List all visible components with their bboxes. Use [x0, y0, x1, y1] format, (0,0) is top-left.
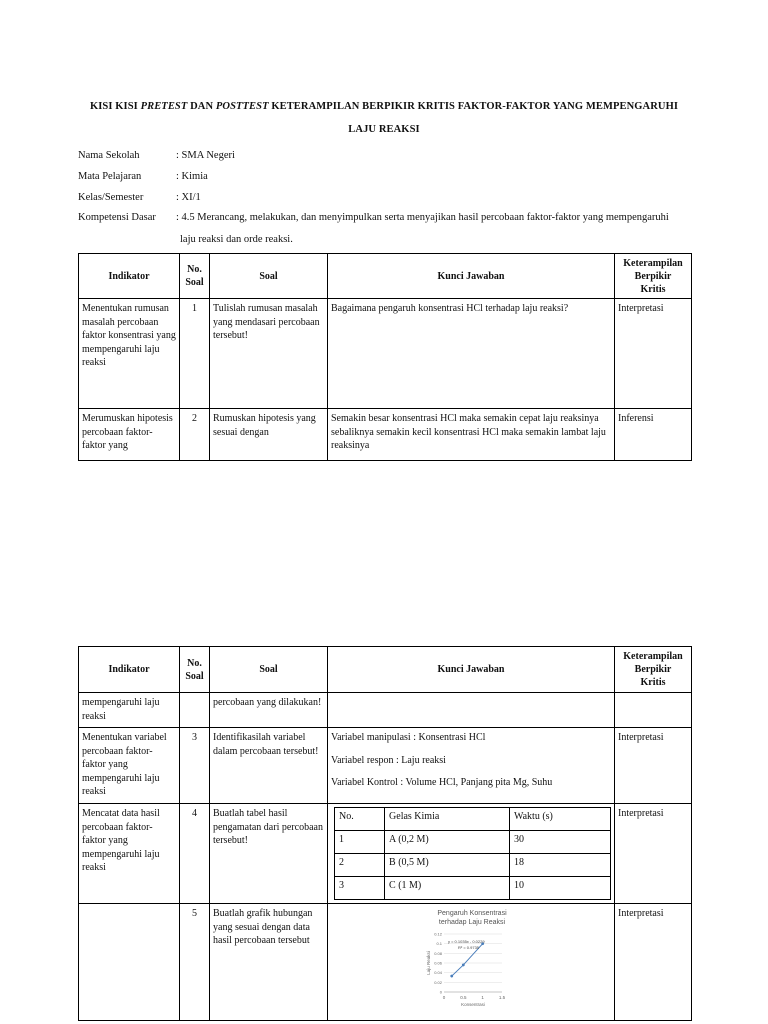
cell-keterampilan: Inferensi	[615, 409, 692, 461]
kd-value-cont: laju reaksi dan orde reaksi.	[180, 234, 293, 245]
cell-no: 5	[180, 904, 210, 1021]
observation-head	[335, 808, 611, 831]
variabel-kontrol: Variabel Kontrol : Volume HCl, Panjang pita Mg, Suhu	[331, 777, 553, 788]
obs-cell: 18	[509, 854, 610, 877]
table-row	[79, 728, 692, 804]
cell-keterampilan: Interpretasi	[615, 299, 692, 409]
header-soal-sub: Soal	[185, 670, 204, 682]
title-part: KISI KISI	[89, 101, 141, 112]
data-point	[450, 975, 453, 978]
header-ket-3: Kritis	[640, 283, 666, 295]
cell-indikator: Merumuskan hipotesis percobaan faktor-faktor yang	[79, 409, 180, 461]
title-part: KETERAMPILAN BERPIKIR KRITIS FAKTOR-FAKTOR YANG MEMPENGARUHI	[268, 101, 679, 112]
concentration-rate-chart	[410, 904, 530, 1012]
page-title	[40, 101, 728, 112]
table-row	[79, 693, 692, 728]
obs-cell: 30	[509, 831, 610, 854]
obs-cell: A (0,2 M)	[385, 831, 510, 854]
chart-container	[328, 904, 614, 1014]
header-indikator: Indikator	[79, 254, 180, 299]
header-kunci: Kunci Jawaban	[328, 254, 615, 299]
cell-soal: Identifikasilah variabel dalam percobaan tersebut!	[210, 728, 328, 804]
variabel-respon: Variabel respon : Laju reaksi	[331, 754, 446, 766]
x-axis-label: Konsentrasi	[461, 1002, 485, 1007]
page-title-line2: LAJU REAKSI	[348, 124, 420, 135]
kd-label: Kompetensi Dasar	[78, 212, 156, 223]
cell-indikator: mempengaruhi laju reaksi	[79, 693, 180, 728]
variabel-manipulasi: Variabel manipulasi : Konsentrasi HCl	[331, 732, 486, 743]
header-soal: Soal	[210, 254, 328, 299]
header-kunci: Kunci Jawaban	[328, 647, 615, 693]
cell-indikator: Menentukan rumusan masalah percobaan faktor konsentrasi yang mempengaruhi laju reaksi	[79, 299, 180, 409]
header-no: No.	[187, 264, 202, 275]
chart-title-line1: Pengaruh Konsentrasi	[437, 910, 507, 917]
title-part: DAN	[187, 101, 216, 112]
cell-no	[180, 693, 210, 728]
cell-soal: percobaan yang dilakukan!	[210, 693, 328, 728]
cell-no: 2	[180, 409, 210, 461]
cell-kunci: Semakin besar konsentrasi HCl maka semakin cepat laju reaksinya sebaliknya semakin kecil konsentrasi HCl maka semakin lambat laju reaksinya	[328, 409, 615, 461]
cell-kunci	[328, 693, 615, 728]
header-row	[79, 647, 692, 693]
school-label: Nama Sekolah	[78, 150, 140, 161]
x-tick-label: 0.5	[460, 995, 467, 1000]
header-no-soal	[180, 647, 210, 693]
grid-table-2	[78, 646, 692, 1021]
table-row	[79, 904, 692, 1021]
header-soal: Soal	[210, 647, 328, 693]
header-ket-1: Keterampilan	[623, 257, 683, 269]
cell-soal: Tulislah rumusan masalah yang mendasari percobaan tersebut!	[210, 299, 328, 409]
header-ket-2: Berpikir	[634, 270, 672, 282]
cell-indikator: Menentukan variabel percobaan faktor-faktor yang mempengaruhi laju reaksi	[79, 728, 180, 804]
cell-no: 4	[180, 804, 210, 904]
obs-cell: 2	[335, 854, 385, 877]
obs-head-waktu: Waktu (s)	[509, 808, 610, 831]
obs-cell: B (0,5 M)	[385, 854, 510, 877]
obs-head-gelas: Gelas Kimia	[385, 808, 510, 831]
trendline-equation: y = 0.1035x - 0.0229	[448, 939, 485, 944]
y-tick-label: 0.06	[434, 960, 442, 966]
y-tick-label: 0.04	[434, 970, 442, 976]
kd-value: : 4.5 Merancang, melakukan, dan menyimpulkan serta menyajikan hasil percobaan faktor-faktor yang mempengaruhi	[176, 212, 669, 223]
school-value: : SMA Negeri	[176, 150, 235, 161]
trendline-r2: R² = 0.9735	[458, 945, 480, 950]
x-tick-label: 1.5	[498, 995, 506, 1000]
x-tick-label: 1	[481, 995, 484, 1000]
header-no-soal	[180, 254, 210, 299]
observation-table	[334, 807, 611, 900]
grid-table-1	[78, 253, 692, 461]
y-tick-label: 0	[439, 989, 442, 995]
title-pretest: PRETEST	[140, 101, 188, 112]
obs-cell: C (1 M)	[385, 877, 510, 900]
cell-keterampilan: Interpretasi	[615, 728, 692, 804]
cell-kunci	[328, 728, 615, 804]
obs-cell: 1	[335, 831, 385, 854]
y-tick-label: 0.08	[434, 950, 442, 956]
y-axis-label: Laju Reaksi	[426, 951, 431, 975]
observation-row	[335, 877, 611, 900]
cell-indikator: Mencatat data hasil percobaan faktor-faktor yang mempengaruhi laju reaksi	[79, 804, 180, 904]
y-tick-label: 0.12	[434, 931, 442, 937]
header-ket-3: Kritis	[640, 677, 666, 688]
y-tick-label: 0.1	[436, 941, 442, 947]
cell-kunci: Bagaimana pengaruh konsentrasi HCl terhadap laju reaksi?	[328, 299, 615, 409]
class-value: : XI/1	[176, 192, 201, 203]
cell-soal: Buatlah grafik hubungan yang sesuai dengan data hasil percobaan tersebut	[210, 904, 328, 1021]
cell-kunci	[328, 904, 615, 1021]
cell-no: 1	[180, 299, 210, 409]
cell-soal: Rumuskan hipotesis yang sesuai dengan	[210, 409, 328, 461]
cell-keterampilan	[615, 693, 692, 728]
header-indikator: Indikator	[79, 647, 180, 693]
data-point	[462, 964, 465, 967]
x-tick-label: 0	[442, 995, 446, 1000]
table-row	[79, 804, 692, 904]
header-keterampilan	[615, 254, 692, 299]
cell-no: 3	[180, 728, 210, 804]
observation-row	[335, 831, 611, 854]
obs-cell: 10	[509, 877, 610, 900]
title-posttest: POSTTEST	[215, 101, 269, 112]
cell-keterampilan: Interpretasi	[615, 904, 692, 1021]
y-tick-label: 0.02	[434, 979, 442, 985]
header-ket-2: Berpikir	[634, 664, 672, 675]
class-label: Kelas/Semester	[78, 192, 144, 203]
obs-head-no: No.	[335, 808, 385, 831]
observation-row	[335, 854, 611, 877]
table-row	[79, 299, 692, 409]
chart-title-line2: terhadap Laju Reaksi	[438, 919, 506, 926]
table-row	[79, 409, 692, 461]
header-ket-1: Keterampilan	[623, 651, 683, 662]
subject-label: Mata Pelajaran	[78, 171, 142, 182]
header-row	[79, 254, 692, 299]
obs-cell: 3	[335, 877, 385, 900]
cell-keterampilan: Interpretasi	[615, 804, 692, 904]
cell-soal: Buatlah tabel hasil pengamatan dari percobaan tersebut!	[210, 804, 328, 904]
header-no: No.	[187, 657, 202, 669]
header-soal-sub: Soal	[185, 277, 204, 288]
cell-indikator	[79, 904, 180, 1021]
subject-value: : Kimia	[176, 171, 208, 182]
cell-kunci	[328, 804, 615, 904]
header-keterampilan	[615, 647, 692, 693]
